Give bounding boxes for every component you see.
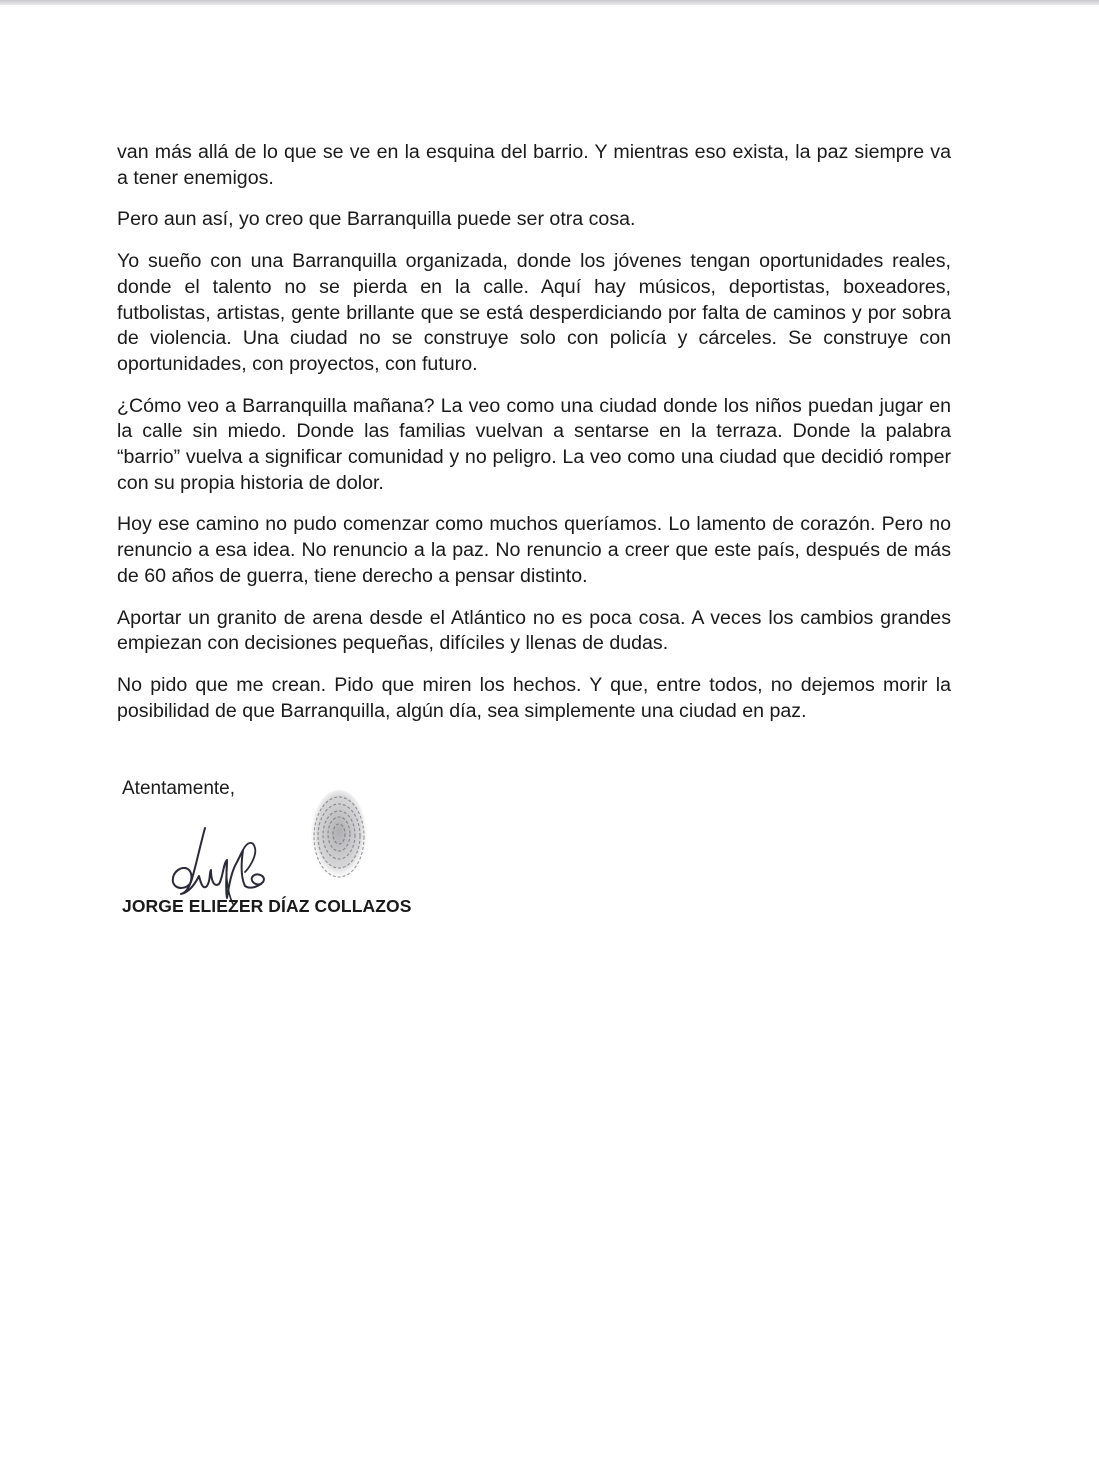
paragraph: van más allá de lo que se ve en la esquina del barrio. Y mientras eso exista, la paz siempre va a tener enemigos. [117,141,951,189]
page-top-edge [0,0,1099,5]
signer-name: JORGE ELIEZER DÍAZ COLLAZOS [122,896,412,916]
fingerprint-icon [305,788,373,888]
paragraph: ¿Cómo veo a Barranquilla mañana? La veo como una ciudad donde los niños puedan jugar en la calle sin miedo. Donde las familias vuelvan a sentarse en la terraza. Donde la palabra “barrio” vuelva a significar comunidad y no peligro. La veo como una ciudad que decidió romper con su propia historia de dolor. [117,394,951,494]
paragraph: Pero aun así, yo creo que Barranquilla puede ser otra cosa. [117,208,636,231]
closing-salutation: Atentamente, [122,778,236,799]
paragraph: Aportar un granito de arena desde el Atlántico no es poca cosa. A veces los cambios grandes empiezan con decisiones pequeñas, difíciles y llenas de dudas. [117,606,951,655]
paragraph: Yo sueño con una Barranquilla organizada, donde los jóvenes tengan oportunidades reales, donde el talento no se pierda en la calle. Aquí hay músicos, deportistas, boxeadores, futbolistas, artistas, gente brillante que se está desperdiciando por falta de caminos y por sobra de violencia. Una ciudad no se construye solo con policía y cárceles. Se construye con oportunidades, con proyectos, con futuro. [117,250,951,375]
letter-body [117,140,951,740]
paragraph: Hoy ese camino no pudo comenzar como muchos queríamos. Lo lamento de corazón. Pero no renuncio a esa idea. No renuncio a la paz. No renuncio a creer que este país, después de más de 60 años de guerra, tiene derecho a pensar distinto. [117,513,951,587]
paragraph: No pido que me crean. Pido que miren los hechos. Y que, entre todos, no dejemos morir la posibilidad de que Barranquilla, algún día, sea simplemente una ciudad en paz. [117,673,951,722]
